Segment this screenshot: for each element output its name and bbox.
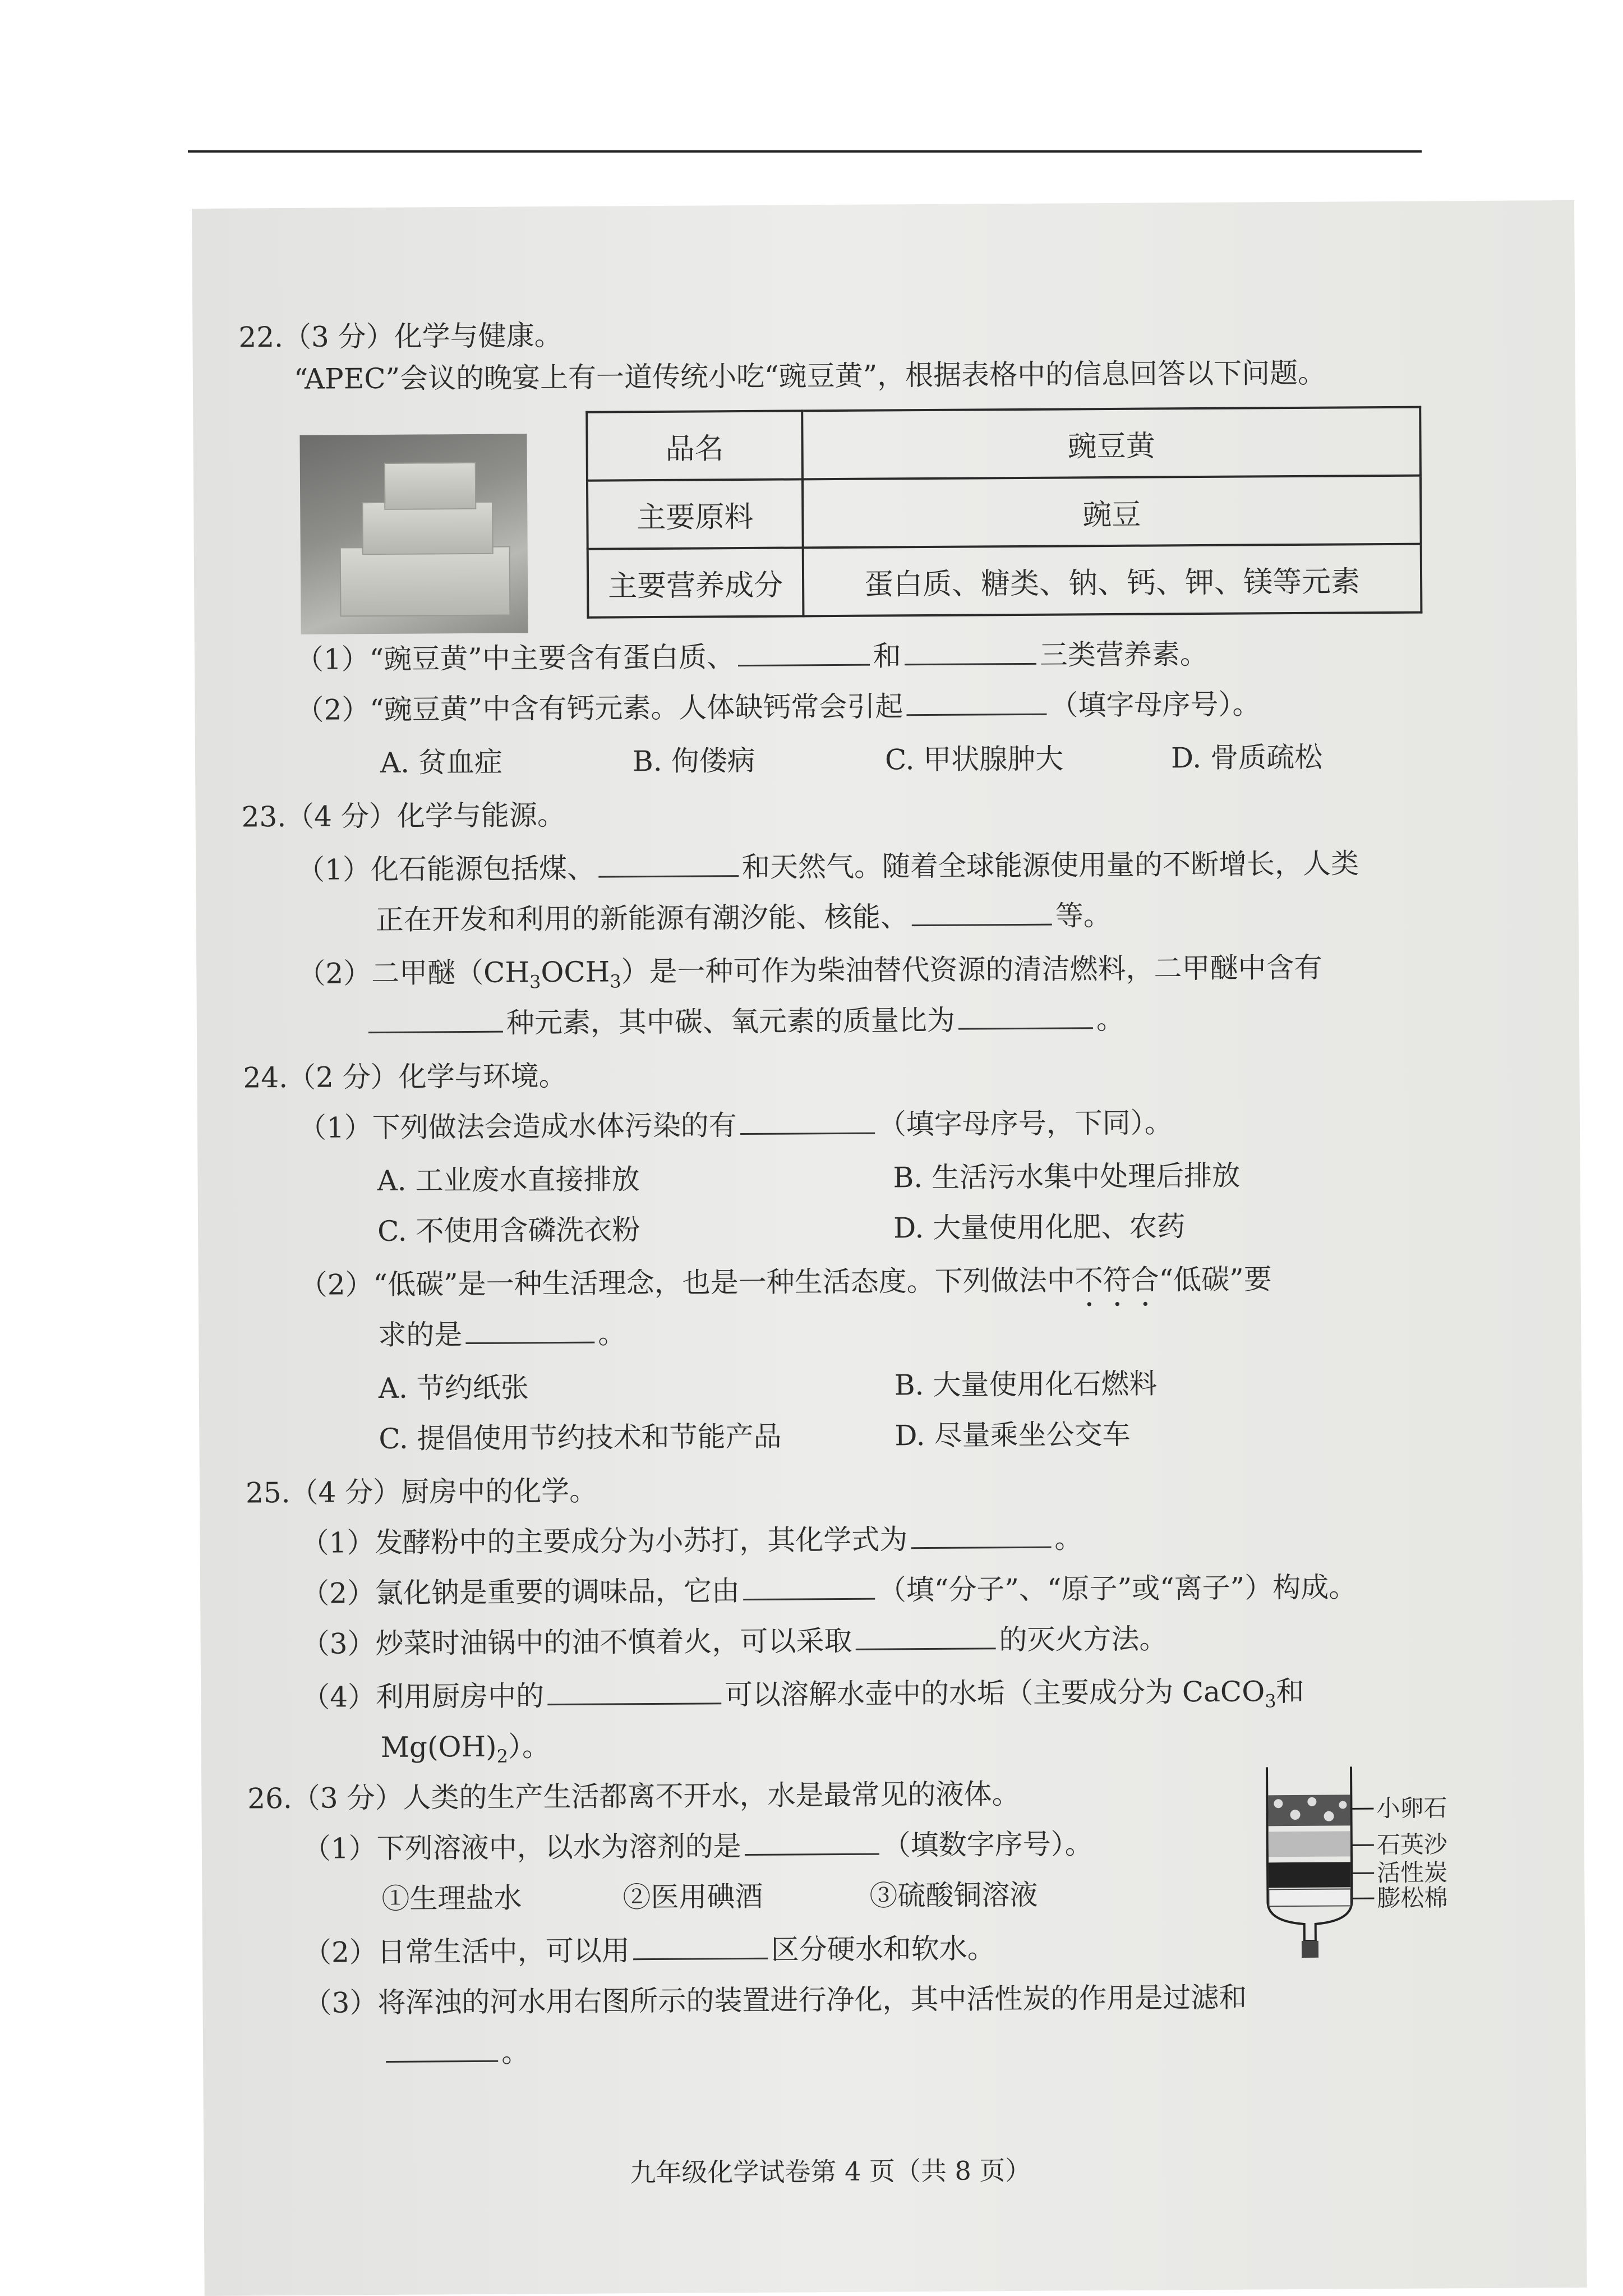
exam-paper xyxy=(192,200,1587,2296)
answer-blank[interactable] xyxy=(598,852,739,878)
answer-blank[interactable] xyxy=(368,1007,503,1033)
q23-sub1-line1: （1）化石能源包括煤、 和天然气。随着全球能源使用量的不断增长，人类 xyxy=(297,847,1359,886)
q24-sub2-line1: （2）“低碳”是一种生活理念，也是一种生活态度。下列做法中不符合“低碳”要 xyxy=(299,1263,1272,1301)
q25-sub2: （2）氯化钠是重要的调味品，它由 （填“分子”、“原子”或“离子”）构成。 xyxy=(301,1571,1357,1610)
q24-s1-option-b: B. 生活污水集中处理后排放 xyxy=(893,1159,1241,1194)
q26-sub2: （2）日常生活中，可以用 区分硬水和软水。 xyxy=(303,1932,995,1969)
q24-s2-option-d: D. 尽量乘坐公交车 xyxy=(895,1418,1131,1452)
q25-sub4-line1: （4）利用厨房中的 可以溶解水壶中的水垢（主要成分为 CaCO$_3$和 xyxy=(302,1674,1304,1714)
page-top-rule xyxy=(188,150,1422,153)
answer-blank[interactable] xyxy=(855,1624,995,1650)
q24-title: 24.（2 分）化学与环境。 xyxy=(243,1059,567,1094)
q26-s1-option-2: ②医用碘酒 xyxy=(623,1880,763,1914)
table-row xyxy=(587,476,1421,549)
q25-title: 25.（4 分）厨房中的化学。 xyxy=(245,1474,598,1510)
q22-intro: “APEC”会议的晚宴上有一道传统小吃“豌豆黄”，根据表格中的信息回答以下问题。 xyxy=(293,356,1326,395)
q22-title: 22.（3 分）化学与健康。 xyxy=(238,319,562,354)
q23-sub2-line2: 种元素，其中碳、氧元素的质量比为 。 xyxy=(365,1000,1124,1043)
emphasis-not-conform: 不符合 xyxy=(1075,1263,1159,1297)
answer-blank[interactable] xyxy=(547,1679,721,1705)
answer-blank[interactable] xyxy=(386,2037,498,2063)
answer-blank[interactable] xyxy=(743,1575,875,1600)
pea-cake-photo xyxy=(299,434,528,634)
answer-blank[interactable] xyxy=(465,1318,594,1344)
q24-s1-option-a: A. 工业废水直接排放 xyxy=(377,1163,640,1198)
filter-label-quartz-sand: 石英沙 xyxy=(1376,1830,1448,1859)
answer-blank[interactable] xyxy=(633,1934,768,1960)
table-row xyxy=(587,407,1421,481)
answer-blank[interactable] xyxy=(912,900,1052,927)
table-value-cell: 蛋白质、糖类、钠、钙、钾、镁等元素 xyxy=(803,544,1422,616)
pea-cake-info-table xyxy=(585,406,1422,619)
filter-label-activated-carbon: 活性炭 xyxy=(1377,1858,1448,1887)
q26-sub1: （1）下列溶液中，以水为溶剂的是 （填数字序号）。 xyxy=(302,1828,1093,1865)
q24-s2-option-c: C. 提倡使用节约技术和节能产品 xyxy=(379,1420,782,1456)
q22-option-c: C. 甲状腺肿大 xyxy=(884,742,1064,776)
q24-s2-option-b: B. 大量使用化石燃料 xyxy=(894,1367,1158,1402)
answer-blank[interactable] xyxy=(906,690,1046,716)
q22-sub2: （2）“豌豆黄”中含有钙元素。人体缺钙常会引起 （填字母序号）。 xyxy=(296,688,1261,726)
q26-sub3-line2: 。 xyxy=(382,2032,529,2073)
answer-blank[interactable] xyxy=(905,639,1036,665)
answer-blank[interactable] xyxy=(738,641,870,666)
table-header-cell: 品名 xyxy=(587,411,803,480)
q23-title: 23.（4 分）化学与能源。 xyxy=(241,798,566,834)
answer-blank[interactable] xyxy=(744,1830,879,1856)
q26-s1-option-1: ①生理盐水 xyxy=(381,1881,522,1915)
q23-sub1-line2: 正在开发和利用的新能源有潮汐能、核能、 等。 xyxy=(375,899,1112,937)
table-header-cell: 主要原料 xyxy=(587,479,803,549)
q22-option-a: A. 贫血症 xyxy=(380,746,503,779)
q24-sub2-line2: 求的是 。 xyxy=(378,1317,626,1352)
water-filter-diagram xyxy=(1256,1760,1470,1969)
q25-sub4-line2: $Mg(OH)_2$）。 xyxy=(380,1730,551,1767)
q24-s2-option-a: A. 节约纸张 xyxy=(378,1371,529,1405)
q23-sub2-line1: （2）二甲醚$(CH_3OCH_3)$是一种可作为柴油替代资源的清洁燃料，二甲醚中含有 xyxy=(297,951,1322,993)
answer-blank[interactable] xyxy=(911,1523,1051,1549)
table-value-cell: 豌豆黄 xyxy=(802,407,1421,480)
q22-option-b: B. 佝偻病 xyxy=(632,744,755,778)
q26-s1-option-3: ③硫酸铜溶液 xyxy=(869,1878,1038,1912)
page-footer: 九年级化学试卷第 4 页（共 8 页） xyxy=(630,2155,1031,2188)
q24-s1-option-c: C. 不使用含磷洗衣粉 xyxy=(377,1213,640,1248)
table-value-cell: 豌豆 xyxy=(803,476,1421,548)
q25-sub1: （1）发酵粉中的主要成分为小苏打，其化学式为 。 xyxy=(301,1522,1083,1559)
table-row xyxy=(588,544,1422,618)
q24-sub1: （1）下列做法会造成水体污染的有 （填字母序号，下同）。 xyxy=(298,1106,1173,1144)
filter-label-pebbles: 小卵石 xyxy=(1376,1794,1447,1823)
q25-sub3: （3）炒菜时油锅中的油不慎着火，可以采取 的灭火方法。 xyxy=(301,1622,1168,1660)
q26-title: 26.（3 分）人类的生产生活都离不开水，水是最常见的液体。 xyxy=(247,1778,1020,1815)
q26-sub3-line1: （3）将浑浊的河水用右图所示的装置进行净化，其中活性炭的作用是过滤和 xyxy=(303,1981,1247,2019)
q24-s1-option-d: D. 大量使用化肥、农药 xyxy=(893,1210,1186,1245)
answer-blank[interactable] xyxy=(958,1004,1093,1029)
table-header-cell: 主要营养成分 xyxy=(588,547,804,617)
q22-option-d: D. 骨质疏松 xyxy=(1170,740,1323,775)
q22-sub1: （1）“豌豆黄”中主要含有蛋白质、 和 三类营养素。 xyxy=(295,637,1208,676)
filter-label-cotton: 膨松棉 xyxy=(1377,1884,1448,1912)
answer-blank[interactable] xyxy=(740,1109,875,1135)
